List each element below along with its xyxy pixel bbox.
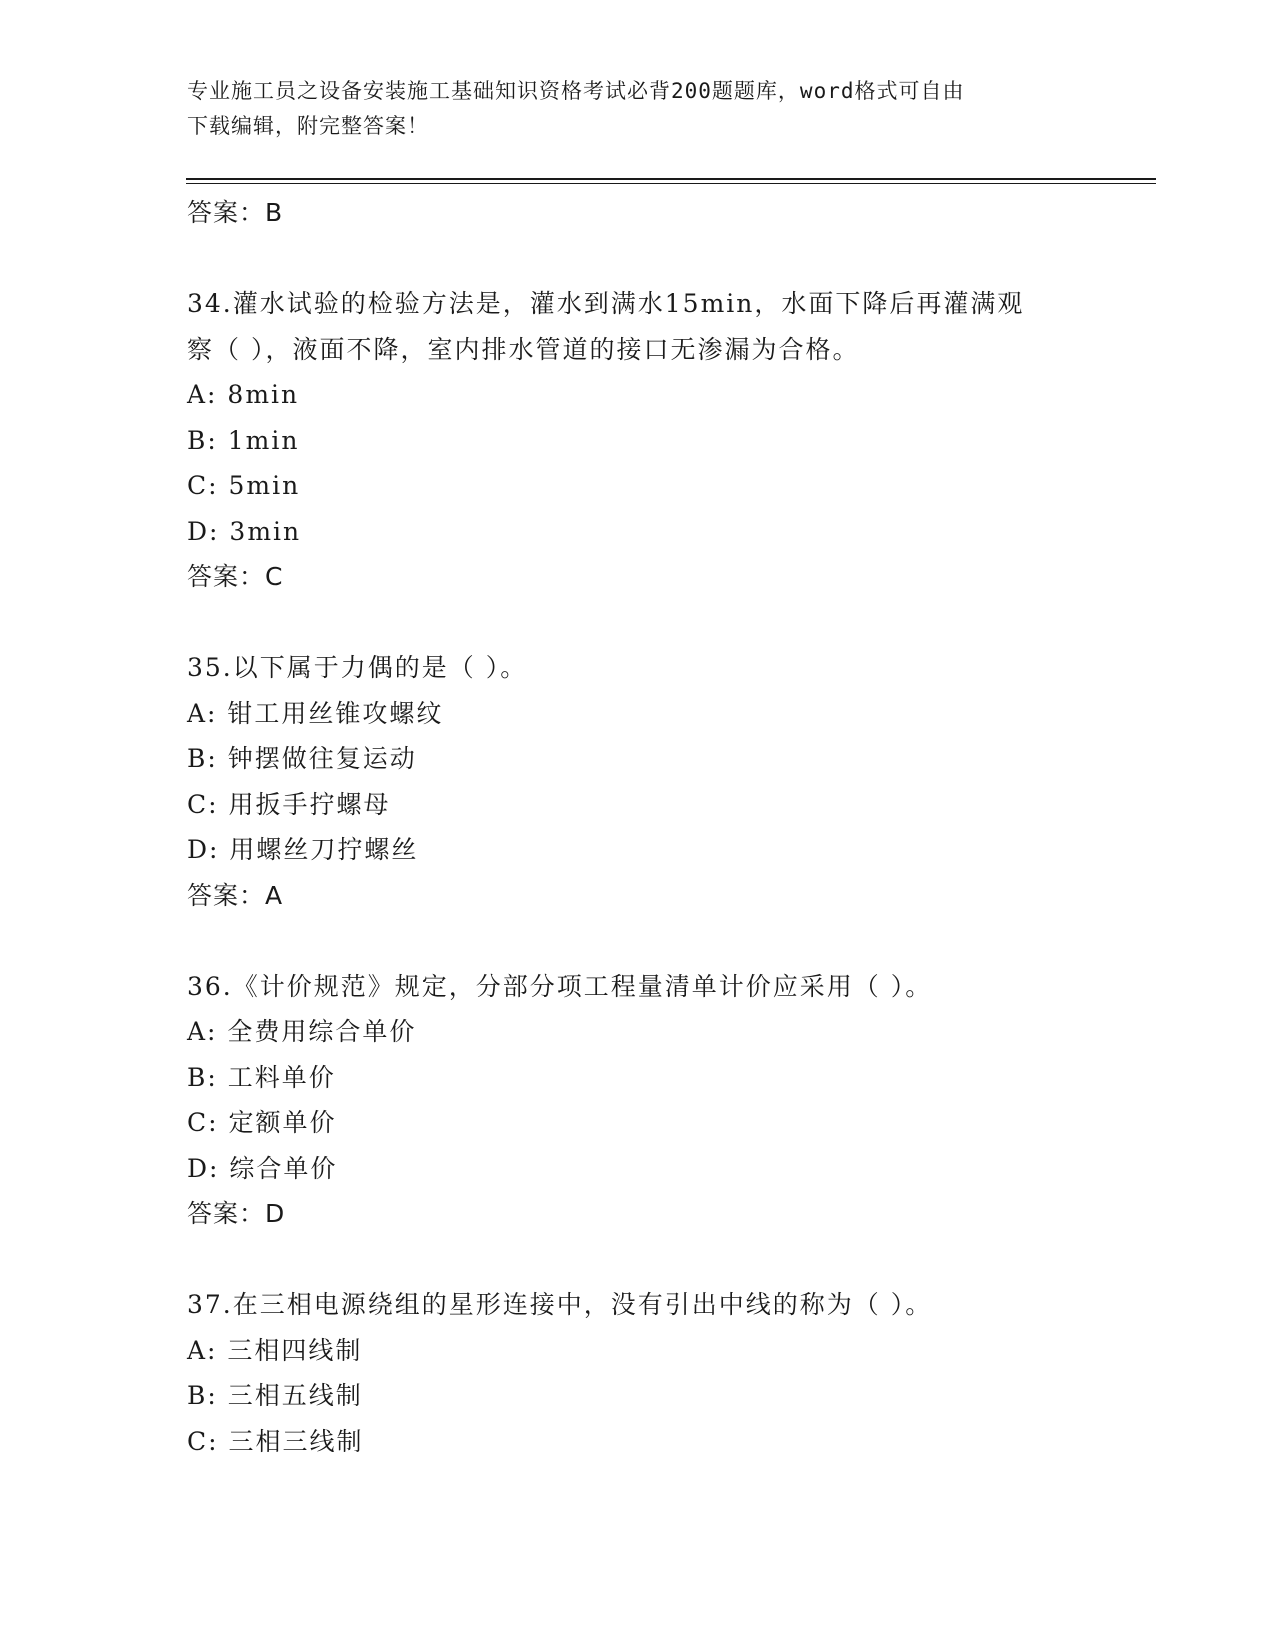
spacer	[187, 236, 1157, 282]
option-c: C: 5min	[187, 471, 301, 500]
question-stem-cont: 察（ ），液面不降，室内排水管道的接口无渗漏为合格。	[187, 334, 860, 364]
question-stem: 36.《计价规范》规定，分部分项工程量清单计价应采用（ ）。	[187, 971, 933, 1001]
spacer	[187, 600, 1157, 646]
option-d: D: 用螺丝刀拧螺丝	[187, 835, 419, 864]
header-divider-thick	[186, 178, 1156, 180]
option-c: C: 用扳手拧螺母	[187, 789, 391, 819]
option-b: B: 1min	[187, 425, 300, 455]
option-c: C: 定额单价	[187, 1108, 337, 1137]
option-b: B: 工料单价	[187, 1062, 336, 1092]
question-content	[187, 190, 1157, 1464]
header-line-2: 下载编辑，附完整答案！	[187, 114, 429, 138]
header-divider-thin	[186, 183, 1156, 184]
spacer	[187, 918, 1157, 964]
question-37	[187, 1282, 1157, 1464]
option-a: A: 8min	[187, 380, 300, 409]
document-header	[187, 74, 1087, 144]
answer: 答案：C	[187, 562, 284, 591]
question-36	[187, 964, 1157, 1237]
option-a: A: 钳工用丝锥攻螺纹	[187, 698, 444, 728]
question-35	[187, 645, 1157, 918]
spacer	[187, 1237, 1157, 1283]
question-stem: 34.灌水试验的检验方法是，灌水到满水15min，水面下降后再灌满观	[187, 289, 1025, 318]
header-line-1: 专业施工员之设备安装施工基础知识资格考试必背200题题库，word格式可自由	[187, 79, 965, 103]
question-34	[187, 281, 1157, 600]
answer: 答案：A	[187, 880, 284, 910]
option-b: B: 钟摆做往复运动	[187, 744, 417, 773]
option-c: C: 三相三线制	[187, 1426, 364, 1456]
question-stem: 35.以下属于力偶的是（ ）。	[187, 653, 528, 682]
option-d: D: 3min	[187, 516, 302, 546]
option-a: A: 三相四线制	[187, 1335, 363, 1365]
question-stem: 37.在三相电源绕组的星形连接中，没有引出中线的称为（ ）。	[187, 1290, 933, 1319]
previous-answer: 答案：B	[187, 198, 284, 227]
option-a: A: 全费用综合单价	[187, 1017, 417, 1046]
option-d: D: 综合单价	[187, 1153, 338, 1183]
answer: 答案：D	[187, 1199, 286, 1228]
option-b: B: 三相五线制	[187, 1381, 363, 1410]
